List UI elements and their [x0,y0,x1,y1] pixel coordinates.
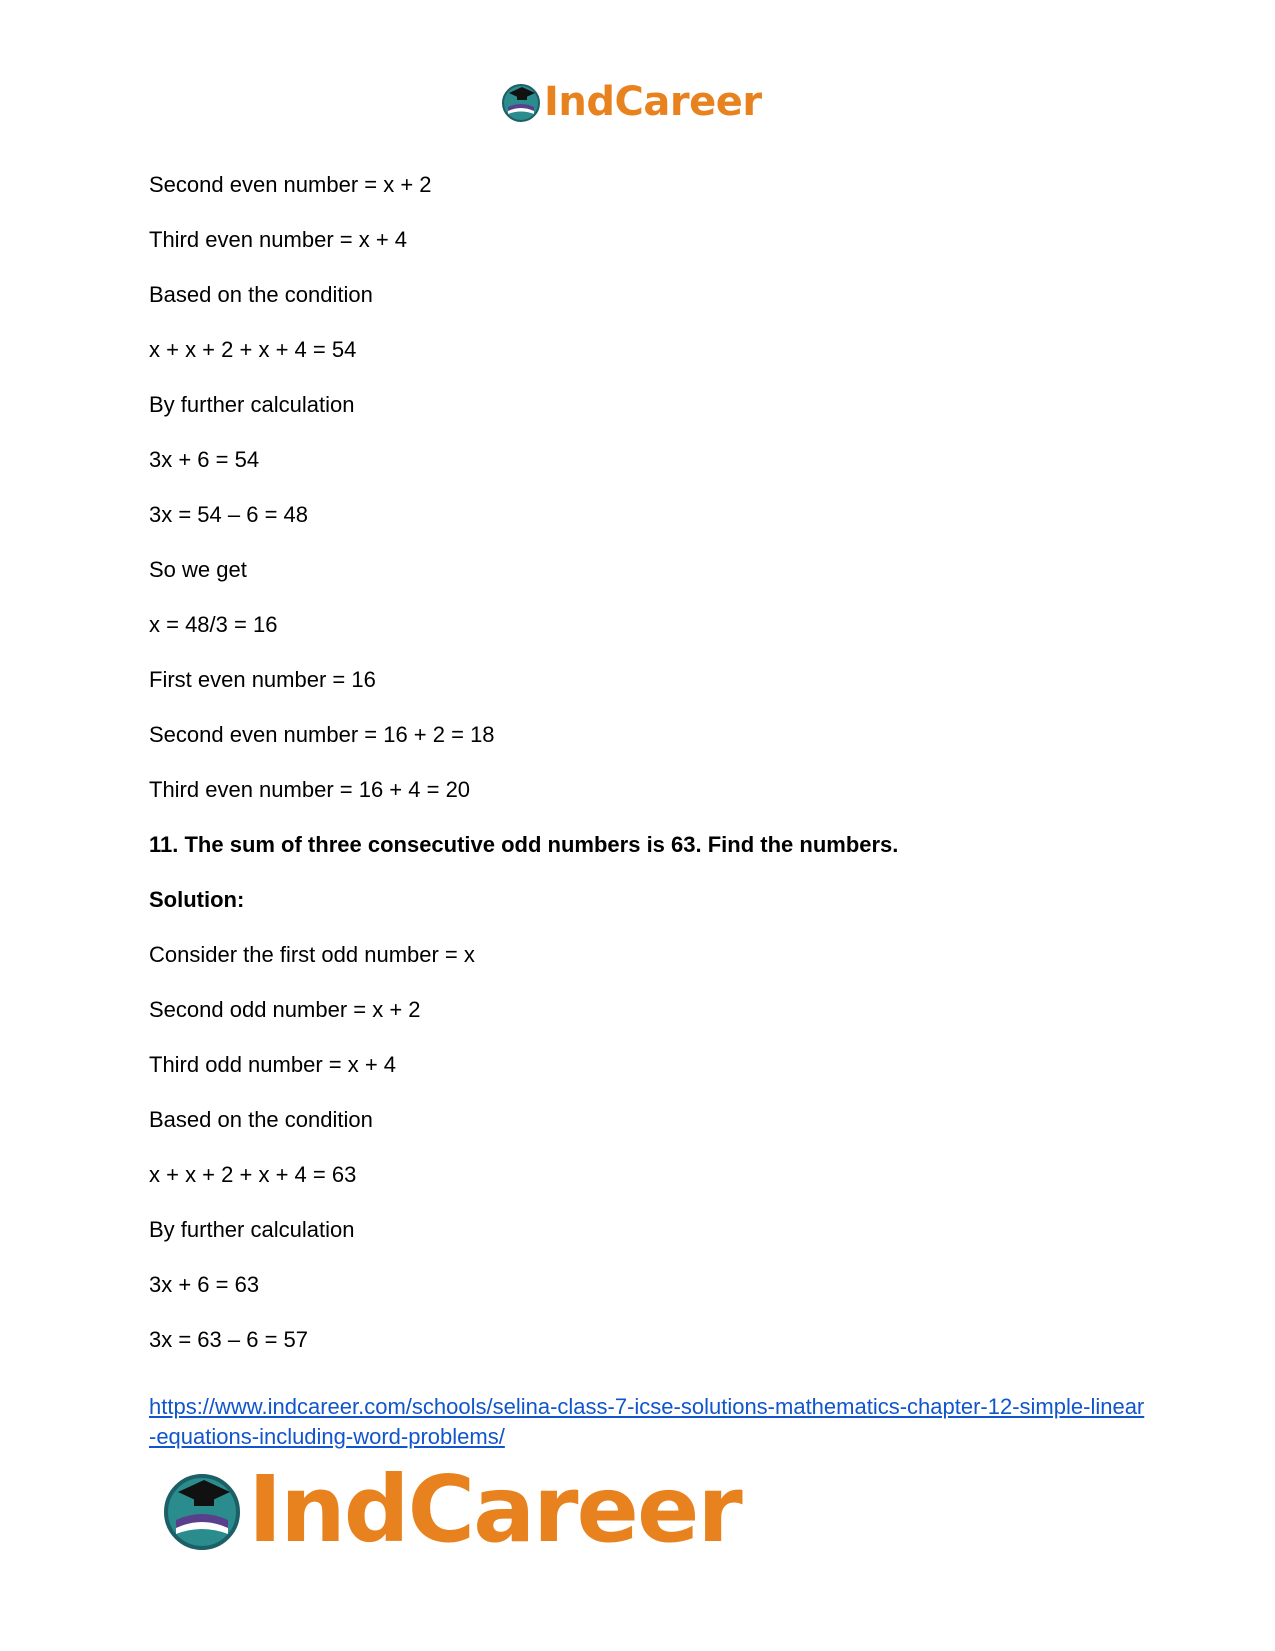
text-line: Second odd number = x + 2 [149,997,421,1022]
heading-line: 11. The sum of three consecutive odd numbers is 63. Find the numbers. [149,832,899,857]
text-line: Second even number = x + 2 [149,172,432,197]
text-line: 3x + 6 = 54 [149,447,260,472]
text-line: x + x + 2 + x + 4 = 54 [149,337,357,362]
text-line: By further calculation [149,1217,355,1242]
text-line: By further calculation [149,392,355,417]
text-line: Third even number = x + 4 [149,227,408,252]
text-line: Third odd number = x + 4 [149,1052,397,1077]
text-line: Consider the first odd number = x [149,942,475,967]
text-line: Third even number = 16 + 4 = 20 [149,777,471,802]
logo-text: IndCareer [248,1456,741,1563]
globe-cap-books-icon [160,1468,244,1552]
text-line: 3x + 6 = 63 [149,1272,260,1297]
text-line: Based on the condition [149,282,373,307]
globe-cap-books-icon [500,81,542,123]
text-line: x = 48/3 = 16 [149,612,278,637]
text-line: Second even number = 16 + 2 = 18 [149,722,495,747]
logo-text: IndCareer [544,79,762,125]
text-line: First even number = 16 [149,667,376,692]
source-link[interactable]: https://www.indcareer.com/schools/selina-class-7-icse-solutions-mathematics-chapter-12-simple-linear-equations-including-word-problems/ [149,1394,1145,1449]
text-line: 3x = 54 – 6 = 48 [149,502,309,527]
footer-logo [160,1456,741,1563]
heading-line: Solution: [149,887,245,912]
text-line: x + x + 2 + x + 4 = 63 [149,1162,357,1187]
text-line: Based on the condition [149,1107,373,1132]
text-line: 3x = 63 – 6 = 57 [149,1327,309,1352]
text-line: So we get [149,557,247,582]
header-logo [500,78,762,126]
document-body [149,172,1129,1382]
